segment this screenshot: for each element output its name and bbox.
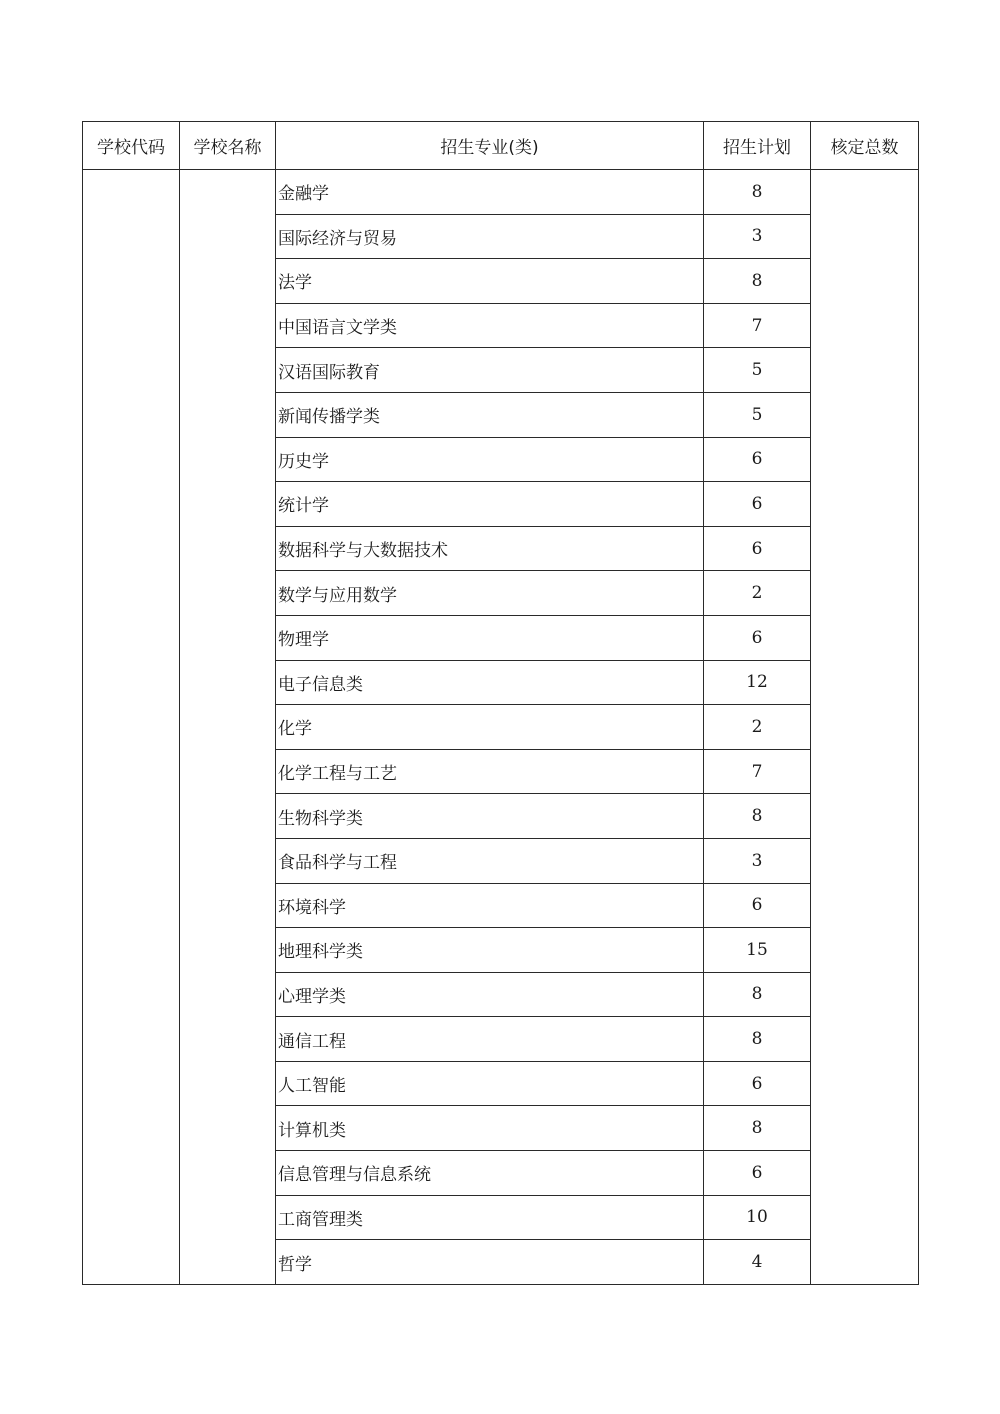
plan-cell: 5 (704, 392, 811, 437)
major-cell: 人工智能 (276, 1061, 704, 1106)
major-cell: 汉语国际教育 (276, 348, 704, 393)
plan-cell: 7 (704, 303, 811, 348)
major-cell: 历史学 (276, 437, 704, 482)
major-cell: 电子信息类 (276, 660, 704, 705)
major-cell: 地理科学类 (276, 928, 704, 973)
plan-cell: 8 (704, 170, 811, 215)
header-total: 核定总数 (811, 122, 919, 170)
plan-cell: 6 (704, 883, 811, 928)
plan-cell: 10 (704, 1195, 811, 1240)
total-cell (811, 170, 919, 1285)
major-cell: 心理学类 (276, 972, 704, 1017)
plan-cell: 8 (704, 1017, 811, 1062)
header-school-code: 学校代码 (83, 122, 180, 170)
plan-cell: 7 (704, 749, 811, 794)
plan-cell: 6 (704, 482, 811, 527)
table-body (83, 170, 919, 1285)
school-code-cell (83, 170, 180, 1285)
plan-cell: 6 (704, 1151, 811, 1196)
enrollment-plan-table (82, 121, 919, 1285)
school-name-cell (180, 170, 276, 1285)
plan-cell: 2 (704, 705, 811, 750)
plan-cell: 15 (704, 928, 811, 973)
table-header (83, 122, 919, 170)
plan-cell: 12 (704, 660, 811, 705)
plan-cell: 3 (704, 214, 811, 259)
header-school-name: 学校名称 (180, 122, 276, 170)
header-major: 招生专业(类) (276, 122, 704, 170)
plan-cell: 8 (704, 794, 811, 839)
major-cell: 统计学 (276, 482, 704, 527)
table-row (83, 170, 919, 215)
major-cell: 物理学 (276, 615, 704, 660)
plan-cell: 5 (704, 348, 811, 393)
plan-cell: 3 (704, 838, 811, 883)
plan-cell: 6 (704, 1061, 811, 1106)
header-row (83, 122, 919, 170)
plan-cell: 2 (704, 571, 811, 616)
plan-cell: 8 (704, 972, 811, 1017)
plan-cell: 8 (704, 259, 811, 304)
major-cell: 食品科学与工程 (276, 838, 704, 883)
major-cell: 信息管理与信息系统 (276, 1151, 704, 1196)
major-cell: 法学 (276, 259, 704, 304)
plan-cell: 6 (704, 526, 811, 571)
plan-cell: 8 (704, 1106, 811, 1151)
major-cell: 金融学 (276, 170, 704, 215)
plan-cell: 6 (704, 615, 811, 660)
major-cell: 工商管理类 (276, 1195, 704, 1240)
major-cell: 新闻传播学类 (276, 392, 704, 437)
major-cell: 数据科学与大数据技术 (276, 526, 704, 571)
major-cell: 化学工程与工艺 (276, 749, 704, 794)
major-cell: 生物科学类 (276, 794, 704, 839)
major-cell: 哲学 (276, 1240, 704, 1285)
major-cell: 中国语言文学类 (276, 303, 704, 348)
plan-cell: 4 (704, 1240, 811, 1285)
major-cell: 计算机类 (276, 1106, 704, 1151)
major-cell: 通信工程 (276, 1017, 704, 1062)
major-cell: 国际经济与贸易 (276, 214, 704, 259)
major-cell: 数学与应用数学 (276, 571, 704, 616)
plan-cell: 6 (704, 437, 811, 482)
major-cell: 化学 (276, 705, 704, 750)
major-cell: 环境科学 (276, 883, 704, 928)
header-plan: 招生计划 (704, 122, 811, 170)
